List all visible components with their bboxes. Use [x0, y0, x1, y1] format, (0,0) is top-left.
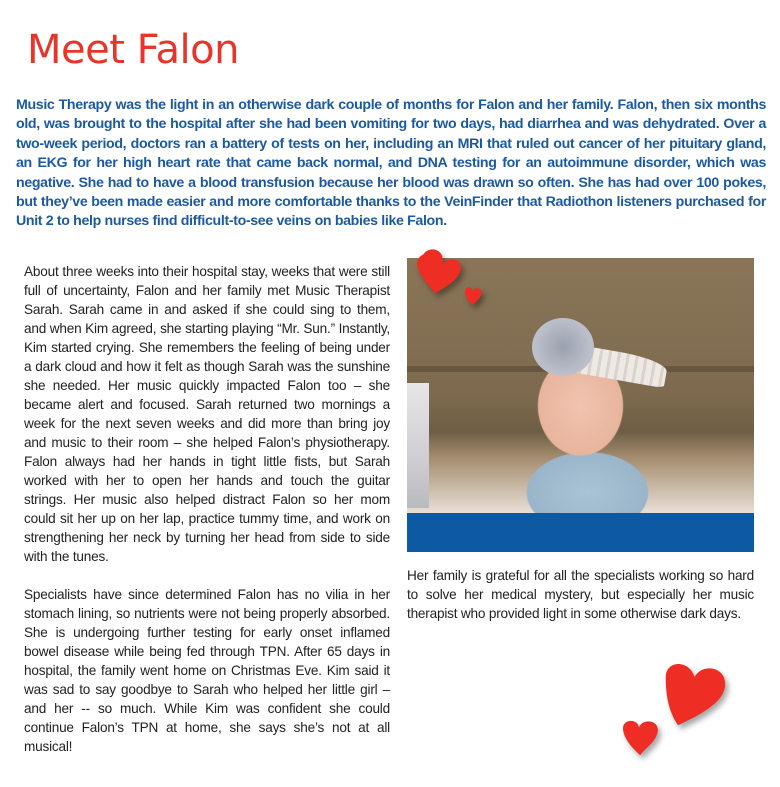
page-title: Meet Falon: [27, 27, 239, 73]
falon-photo: [407, 258, 754, 552]
body-paragraph: About three weeks into their hospital stay, weeks that were still full of uncertainty, Falon and her family met Music Therapist Sarah. Sarah came in and asked if she could sing to them, and when Kim agreed, she starting playing “Mr. Sun.” Instantly, Kim started crying. She remembers the feeling of being under a dark cloud and how it felt as though Sarah was the sunshine she needed. Her music quickly impacted Falon too – she became alert and focused. Sarah returned two mornings a week for the next seven weeks and did more than bring joy and music to their room – she helped Falon’s physiotherapy. Falon always had her hands in tight little fists, but Sarah worked with her to open her hands and touch the guitar strings. Her music also helped distract Falon so her mom could sit her up on her lap, practice tummy time, and work on strengthening her neck by turning her head from side to side with the tunes.: [24, 264, 390, 564]
heart-icon: [660, 656, 732, 734]
heart-icon: [414, 244, 466, 296]
photo-headband-flower: [532, 318, 594, 376]
photo-toy-blocks: [407, 383, 429, 508]
right-column: [407, 566, 754, 623]
photo-caption-bar: [407, 513, 754, 552]
left-column: [24, 262, 390, 775]
body-paragraph: Her family is grateful for all the specialists working so hard to solve her medical mystery, but especially her music therapist who provided light in some otherwise dark days.: [407, 568, 754, 621]
heart-icon: [621, 716, 661, 756]
heart-icon: [463, 284, 484, 306]
photo-scene: [407, 258, 754, 513]
intro-paragraph: Music Therapy was the light in an otherwise dark couple of months for Falon and her family. Falon, then six months old, was brought to the hospital after she had been vomiting for two days, had diarrhea and was dehydrated. Over a two-week period, doctors ran a battery of tests on her, including an MRI that ruled out cancer of her pituitary gland, an EKG for her high heart rate that came back normal, and DNA testing for an autoimmune disorder, which was negative. She had to have a blood transfusion because her blood was drawn so often. She has had over 100 pokes, but they’ve been made easier and more comfortable thanks to the VeinFinder that Radiothon listeners purchased for Unit 2 to help nurses find difficult-to-see veins on babies like Falon.: [16, 97, 766, 230]
body-paragraph: Specialists have since determined Falon has no vilia in her stomach lining, so nutrients were not being properly absorbed. She is undergoing further testing for early onset inflamed bowel disease while being fed through TPN. After 65 days in hospital, the family went home on Christmas Eve. Kim said it was sad to say goodbye to Sarah who helped her little girl – and her -- so much. While Kim was confident she could continue Falon’s TPN at home, she says she’s not at all musical!: [24, 587, 390, 754]
